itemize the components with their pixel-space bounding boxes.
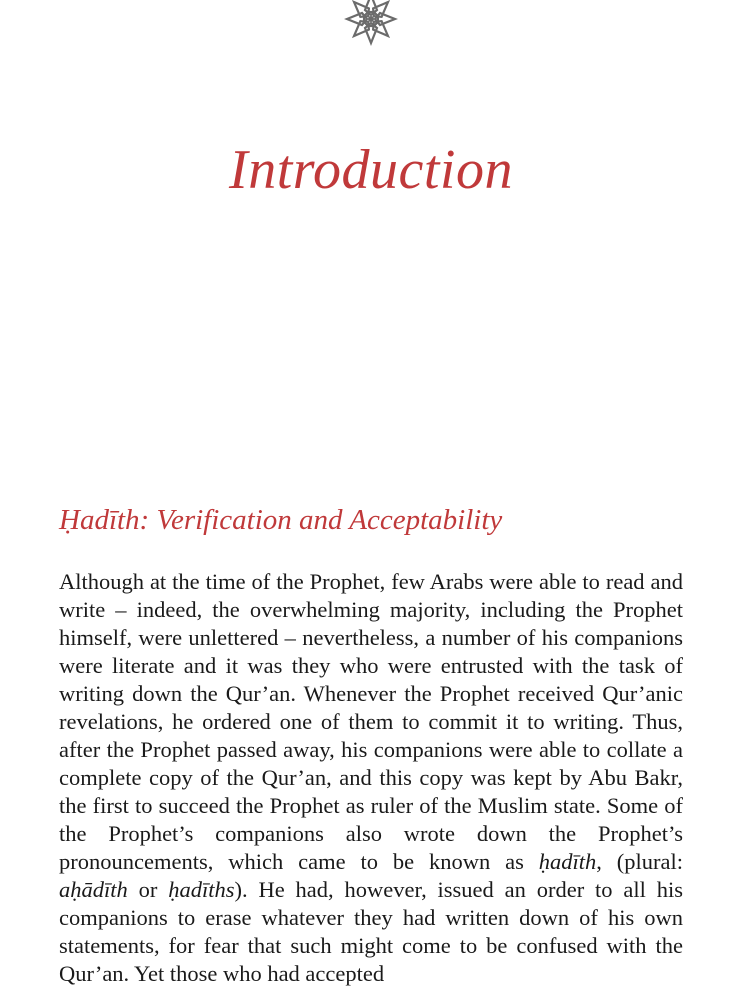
body-paragraph — [59, 568, 683, 988]
floral-star-ornament-icon — [344, 0, 398, 46]
paragraph-text: or — [127, 877, 169, 902]
term-ahadith: aḥādīth — [59, 877, 128, 902]
chapter-title: Introduction — [229, 139, 513, 201]
term-hadith: ḥadīth — [538, 849, 597, 874]
paragraph-text: , (plural: — [596, 849, 683, 874]
term-hadiths: ḥadīths — [168, 877, 235, 902]
section-heading: Ḥadīth: Verification and Acceptability — [59, 504, 503, 536]
paragraph-text: Although at the time of the Prophet, few Arabs were able to read and write – indeed, the overwhelming majority, including the Prophet himself, were unlettered – nevertheless, a number of his companions were literate and it was they who were entrusted with the task of writing down the Qur’an. Whenever the Prophet received Qur’anic revelations, he ordered one of them to commit it to writing. Thus, after the Prophet passed away, his companions were able to collate a complete copy of the Qur’an, and this copy was kept by Abu Bakr, the first to succeed the Prophet as ruler of the Muslim state. Some of the Prophet’s companions also wrote down the Prophet’s pronouncements, which came to be known as — [59, 569, 683, 874]
paragraph-text: ). He had, however, issued an order to all his companions to erase whatever they had written down of his own statements, for fear that such might come to be confused with the Qur’an. Yet those who had accepted — [59, 877, 684, 986]
